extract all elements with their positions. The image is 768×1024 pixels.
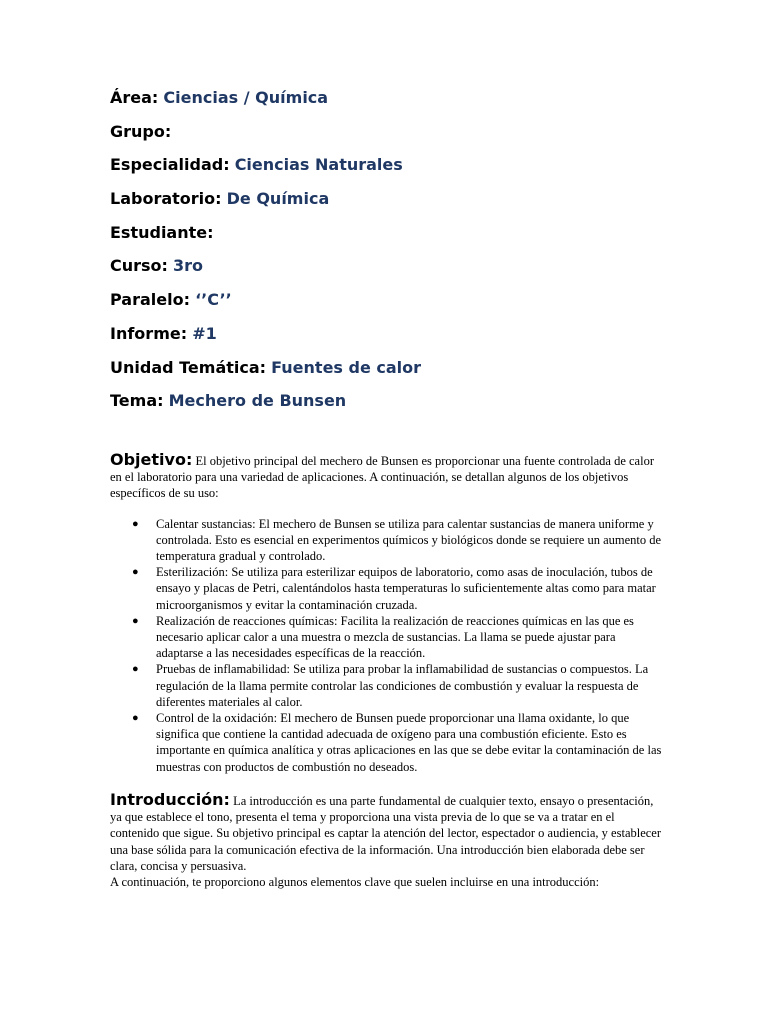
bullet-icon: ● — [132, 712, 139, 725]
field-value: #1 — [192, 323, 217, 343]
field-label: Grupo: — [110, 121, 172, 141]
objetivo-text: El objetivo principal del mechero de Bunsen es proporcionar una fuente controlada de calor en el laboratorio para una variedad de aplicaciones. A continuación, se detallan algunos de los objetivos específicos de su uso: — [110, 454, 654, 501]
field-label: Especialidad: — [110, 155, 230, 175]
field-label: Tema: — [110, 391, 164, 411]
field-value: ‘’C’’ — [195, 290, 232, 310]
bullet-icon: ● — [132, 566, 139, 579]
field-paralelo — [110, 286, 662, 320]
list-item — [110, 710, 662, 775]
introduccion-continuation: A continuación, te proporciono algunos elementos clave que suelen incluirse en una introducción: — [110, 875, 600, 890]
field-tema — [110, 387, 662, 421]
list-item — [110, 564, 662, 613]
field-value: 3ro — [173, 256, 204, 276]
field-estudiante — [110, 219, 662, 253]
field-label: Informe: — [110, 323, 188, 343]
field-value: Ciencias / Química — [163, 88, 329, 107]
field-value: De Química — [226, 189, 330, 209]
objetivo-list — [110, 516, 662, 775]
field-label: Área: — [110, 88, 159, 107]
introduccion-text: La introducción es una parte fundamental de cualquier texto, ensayo o presentación, ya que establece el tono, presenta el tema y proporciona una vista previa de lo que se va a tratar en el contenido que sigue. Su objetivo principal es captar la atención del lector, espectador o audiencia, y establecer una base sólida para la comunicación efectiva de la información. Una introducción bien elaborada debe ser clara, concisa y persuasiva. — [110, 794, 662, 873]
bullet-icon: ● — [132, 663, 139, 676]
bullet-icon: ● — [132, 614, 139, 627]
header-fields — [110, 84, 662, 421]
list-item-text: Control de la oxidación: El mechero de Bunsen puede proporcionar una llama oxidante, lo que significa que contiene la cantidad adecuada de oxígeno para una combustión eficiente. Esto es importante en química analítica y otras aplicaciones en las que se debe evitar la contaminación de las muestras con productos de combustión no deseados. — [156, 711, 662, 774]
field-laboratorio — [110, 185, 662, 219]
field-label: Paralelo: — [110, 290, 190, 310]
list-item-text: Calentar sustancias: El mechero de Bunsen se utiliza para calentar sustancias de manera uniforme y controlada. Esto es esencial en experimentos químicos y biológicos donde se requiere un aumento de temperatura gradual y controlado. — [156, 516, 662, 564]
objetivo-heading: Objetivo: — [110, 450, 193, 469]
field-value: Fuentes de calor — [271, 357, 422, 377]
objetivo-paragraph — [110, 452, 662, 502]
field-unidad-tematica — [110, 354, 662, 388]
introduccion-section — [110, 792, 662, 890]
field-value: Ciencias Naturales — [234, 155, 403, 175]
field-label: Laboratorio: — [110, 189, 222, 209]
list-item-text: Pruebas de inflamabilidad: Se utiliza para probar la inflamabilidad de sustancias o compuestos. La regulación de la llama permite controlar las condiciones de combustión y evaluar la respuesta de diferentes materiales al calor. — [156, 662, 649, 709]
list-item-text: Esterilización: Se utiliza para esterilizar equipos de laboratorio, como asas de inoculación, tubos de ensayo y placas de Petri, calentándolos hasta temperaturas lo suficientemente altas como para matar microorganismos y evitar la contaminación cruzada. — [156, 565, 656, 612]
list-item — [110, 613, 662, 662]
list-item — [110, 516, 662, 565]
objetivo-section — [110, 452, 662, 775]
list-item — [110, 661, 662, 710]
field-grupo — [110, 118, 662, 152]
introduccion-paragraph — [110, 792, 662, 874]
field-area — [110, 84, 662, 118]
field-informe — [110, 320, 662, 354]
field-curso — [110, 252, 662, 286]
field-value: Mechero de Bunsen — [168, 391, 347, 411]
list-item-text: Realización de reacciones químicas: Facilita la realización de reacciones químicas en las que es necesario aplicar calor a una muestra o mezcla de sustancias. La llama se puede ajustar para adaptarse a las necesidades específicas de la reacción. — [156, 613, 634, 661]
introduccion-heading: Introducción: — [110, 790, 230, 809]
field-label: Estudiante: — [110, 222, 214, 242]
bullet-icon: ● — [132, 517, 139, 530]
field-label: Unidad Temática: — [110, 357, 267, 377]
field-label: Curso: — [110, 256, 168, 276]
field-especialidad — [110, 151, 662, 185]
